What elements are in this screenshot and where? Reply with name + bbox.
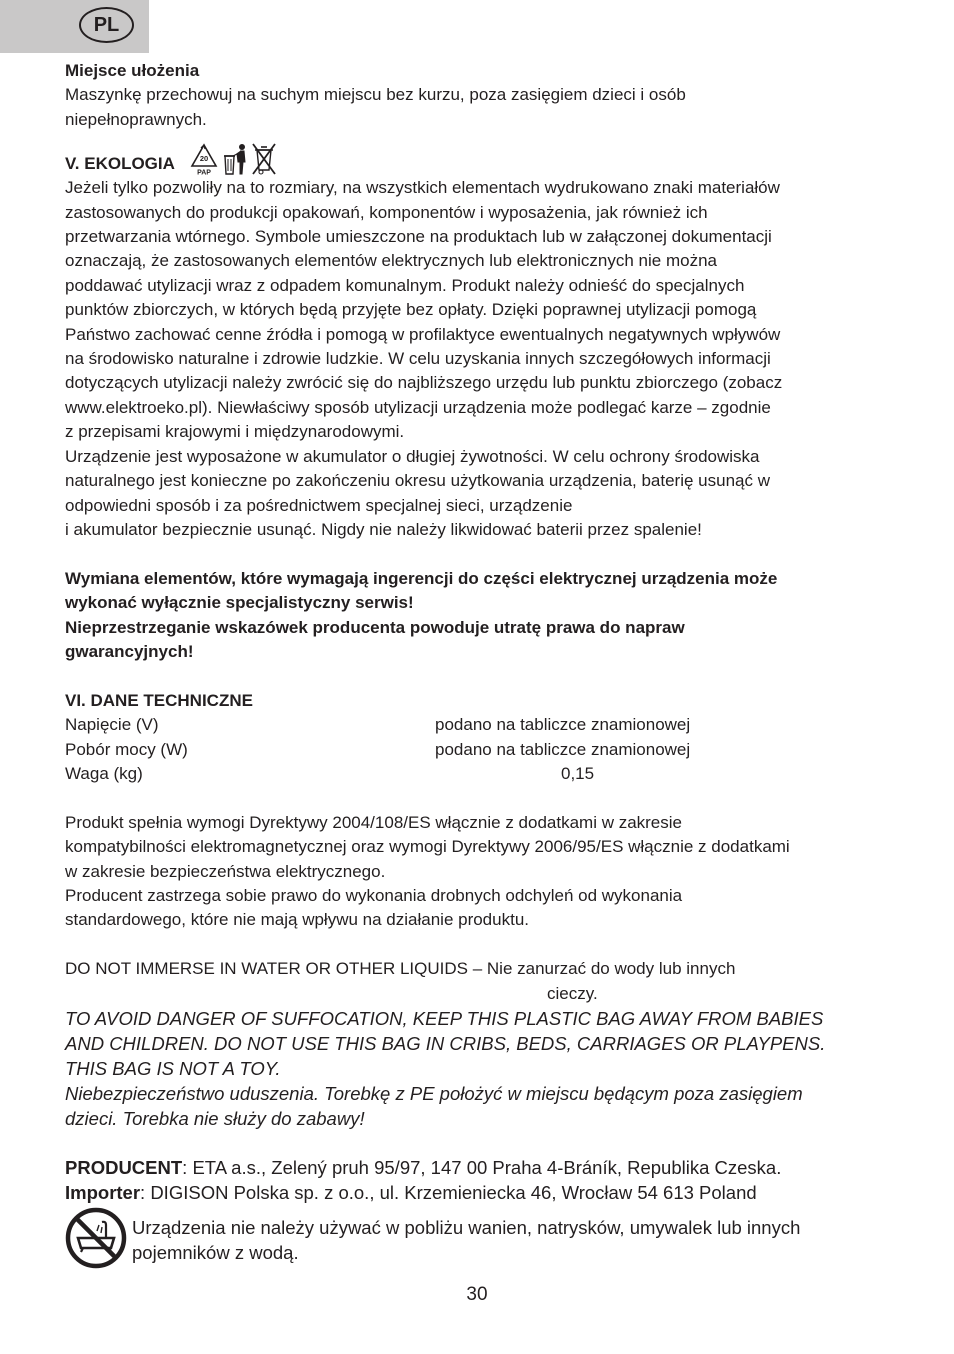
- recycle-pap-icon: [189, 142, 219, 176]
- spacer: [65, 664, 895, 688]
- ecology-title: V. EKOLOGIA: [65, 154, 175, 174]
- language-badge: PL: [79, 7, 134, 43]
- immersion-line: cieczy.: [547, 983, 598, 1003]
- storage-title: Miejsce ułożenia: [65, 61, 200, 80]
- tidyman-icon: [223, 142, 247, 176]
- tech-title: VI. DANE TECHNICZNE: [65, 690, 253, 710]
- service-warning-line: gwarancyjnych!: [65, 641, 194, 661]
- tech-row: [65, 762, 895, 786]
- spacer: [65, 786, 895, 810]
- immersion-line: DO NOT IMMERSE IN WATER OR OTHER LIQUIDS – Nie zanurzać do wody lub innych: [65, 959, 736, 979]
- language-tab: [0, 0, 149, 53]
- ecology-line: przetwarzania wtórnego. Symbole umieszczone na produktach lub w załączonej dokumentacji: [65, 227, 772, 247]
- tech-value: podano na tabliczce znamionowej: [435, 739, 691, 759]
- spacer: [65, 542, 895, 566]
- producer-line: [65, 1155, 895, 1180]
- tech-row: [65, 713, 895, 737]
- tech-row: [65, 738, 895, 762]
- directive-line: Producent zastrzega sobie prawo do wykonania drobnych odchyleń od wykonania: [65, 885, 683, 905]
- tech-label: Pobór mocy (W): [65, 739, 188, 759]
- page-content: [65, 59, 895, 1205]
- ecology-line: oznaczają, że zastosowanych elementów elektrycznych lub elektronicznych nie można: [65, 251, 717, 271]
- tech-value: podano na tabliczce znamionowej: [435, 715, 691, 735]
- tech-label: Waga (kg): [65, 763, 143, 783]
- bag-warning-line: dzieci. Torebka nie służy do zabawy!: [65, 1107, 365, 1129]
- tech-value: 0,15: [561, 763, 595, 783]
- spacer: [65, 1131, 895, 1155]
- importer-label: Importer: [65, 1182, 141, 1204]
- bath-warning-line: pojemników z wodą.: [132, 1242, 299, 1263]
- directive-line: kompatybilności elektromagnetycznej oraz wymogi Dyrektywy 2006/95/ES włącznie z dodatkami: [65, 837, 790, 857]
- bag-warning-line: TO AVOID DANGER OF SUFFOCATION, KEEP THIS PLASTIC BAG AWAY FROM BABIES: [65, 1007, 824, 1029]
- ecology-line: punktów zbiorczych, w których będą przyjęte bez opłaty. Dzięki poprawnej utylizacji pomogą: [65, 300, 757, 320]
- importer-text: : DIGISON Polska sp. z o.o., ul. Krzemieniecka 46, Wrocław 54 613 Poland: [140, 1182, 757, 1204]
- ecology-line: z przepisami krajowymi i międzynarodowymi.: [65, 422, 405, 442]
- ecology-line: dotyczących utylizacji należy zwrócić się do najbliższego urzędu lub punktu zbiorczego (zobacz: [65, 373, 783, 393]
- ecology-line: Urządzenie jest wyposażone w akumulator o długiej żywotności. W celu ochrony środowiska: [65, 446, 760, 466]
- ecology-header: [65, 132, 895, 176]
- bath-warning-line: Urządzenia nie należy używać w pobliżu wanien, natrysków, umywalek lub innych: [132, 1217, 801, 1238]
- ecology-line: Państwo zachować cenne źródła i pomogą w profilaktyce ewentualnych negatywnych wpływów: [65, 324, 781, 344]
- ecology-line: zastosowanych do produkcji opakowań, komponentów i wyposażenia, jak również ich: [65, 202, 708, 222]
- directive-line: Produkt spełnia wymogi Dyrektywy 2004/108/ES włącznie z dodatkami w zakresie: [65, 812, 682, 832]
- directive-line: standardowego, które nie mają wpływu na działanie produktu.: [65, 910, 529, 930]
- ecology-line: poddawać utylizacji wraz z odpadem komunalnym. Produkt należy odnieść do specjalnych: [65, 275, 745, 295]
- crossed-bin-icon: [251, 142, 277, 176]
- spacer: [65, 933, 895, 957]
- page-number: 30: [466, 1284, 488, 1305]
- importer-line: [65, 1180, 895, 1205]
- ecology-line: Jeżeli tylko pozwoliły na to rozmiary, na wszystkich elementach wydrukowano znaki materiałów: [65, 178, 780, 198]
- service-warning-line: wykonać wyłącznie specjalistyczny serwis!: [65, 593, 414, 613]
- bag-warning-line: THIS BAG IS NOT A TOY.: [65, 1057, 281, 1079]
- directive-line: w zakresie bezpieczeństwa elektrycznego.: [65, 861, 386, 881]
- ecology-line: www.elektroeko.pl). Niewłaściwy sposób utylizacji urządzenia może podlegać karze – zgodnie: [65, 397, 771, 417]
- service-warning-line: Nieprzestrzeganie wskazówek producenta powoduje utratę prawa do napraw: [65, 617, 685, 637]
- storage-line: Maszynkę przechowuj na suchym miejscu bez kurzu, poza zasięgiem dzieci i osób: [65, 85, 686, 105]
- producer-text: : ETA a.s., Zelený pruh 95/97, 147 00 Praha 4-Bráník, Republika Czeska.: [182, 1157, 782, 1179]
- bath-warning: [132, 1215, 922, 1265]
- ecology-line: i akumulator bezpiecznie usunąć. Nigdy nie należy likwidować baterii przez spalenie!: [65, 519, 702, 539]
- svg-text:PAP: PAP: [196, 169, 211, 177]
- ecology-icons: [189, 142, 277, 176]
- producer-label: PRODUCENT: [65, 1157, 183, 1179]
- bag-warning-line: Niebezpieczeństwo uduszenia. Torebkę z PE położyć w miejscu będącym poza zasięgiem: [65, 1082, 803, 1104]
- ecology-line: naturalnego jest konieczne po zakończeniu okresu użytkowania urządzenia, baterię usunąć w: [65, 471, 770, 491]
- tech-label: Napięcie (V): [65, 715, 159, 735]
- svg-text:20: 20: [199, 154, 209, 164]
- service-warning-line: Wymiana elementów, które wymagają ingerencji do części elektrycznej urządzenia może: [65, 568, 778, 588]
- ecology-line: na środowisko naturalne i zdrowie ludzkie. W celu uzyskania innych szczegółowych informacji: [65, 349, 771, 369]
- storage-line: niepełnoprawnych.: [65, 109, 207, 129]
- no-bathtub-icon: [65, 1207, 127, 1269]
- ecology-line: odpowiedni sposób i za pośrednictwem specjalnej sieci, urządzenie: [65, 495, 573, 515]
- bag-warning-line: AND CHILDREN. DO NOT USE THIS BAG IN CRIBS, BEDS, CARRIAGES OR PLAYPENS.: [65, 1032, 826, 1054]
